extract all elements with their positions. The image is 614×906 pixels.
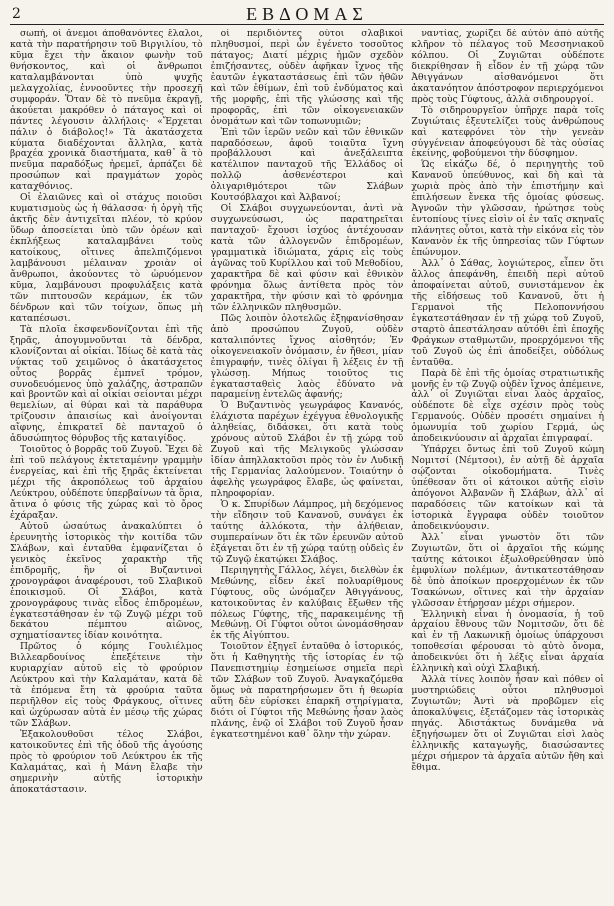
article-paragraph: σωπή, οἱ ἄνεμοι ἀποθανόντες ἔλαλοι, κατὰ τὴν παρατήρησιν τοῦ Βιργιλίου, τὸ κῦμα ἔχει τὴν ἄκαιον φωνὴν τοῦ θνήσκοντος, καὶ οἱ ἄνθρωποι καταλαμβάνονται ὑπὸ ψυχῆς μελαγχολίας, ἐννοοῦντες τὴν προσεχῆ συμφοράν. Ὅταν δὲ τὸ πνεῦμα ἐκραγῇ, ἀκούεται μακρόθεν ὁ πάταγος καὶ οἱ πάντες λέγουσιν ἀλλήλοις· «Ἔρχεται πάλιν ὁ διάβολος!» Τὰ ἀκατάσχετα κύματα διαδέχονται ἄλληλα, κατὰ βραχέα χρονικὰ διαστήματα, καθ᾽ ἃ τὸ πνεῦμα παραδόξως ἠρεμεῖ, ἀρπάζει δὲ προσώπων καὶ πραγμάτων χορὸς καταχθόνιος. (10, 29, 203, 193)
page-header (10, 4, 604, 25)
column-2 (211, 29, 404, 901)
article-paragraph: Πρῶτος ὁ κόμης Γουλιέλμος Βιλλεαρδουίνος ἐπεξέτεινε τὴν κυριαρχίαν αὐτοῦ εἰς τὸ φρούριον Λεύκτρου καὶ τὴν Καλαμάταν, κατὰ δὲ τὰ ἐπόμενα ἔτη τὰ φρούρια ταῦτα περιῆλθον εἰς τοὺς Φράγκους, οἵτινες καὶ ὠχύρωσαν αὐτὰ ἐν μέσῳ τῆς χώρας τῶν Σλάβων. (10, 641, 203, 730)
article-paragraph: Τοιοῦτον ἐξηγεῖ ἐνταῦθα ὁ ἱστορικός, ὅτι ἡ Καθηγητὴς τῆς ἱστορίας ἐν τῷ Πανεπιστημίῳ ἐσημείωσε σημεῖα περὶ τῶν Σλάβων τοῦ Ζυγοῦ. Ἀναγκαζόμεθα ὅμως νὰ παρατηρήσωμεν ὅτι ἡ θεωρία αὕτη δὲν εὑρίσκει ἐπαρκῆ στηρίγματα, διότι οἱ Γύφτοι τῆς Μεθώνης ἦσαν λαὸς πλάνης, ἐνῷ οἱ Σλάβοι τοῦ Ζυγοῦ ἦσαν ἐγκατεστημένοι καθ᾽ ὅλην τὴν χώραν. (210, 641, 404, 740)
text-columns (10, 29, 604, 901)
column-1 (10, 29, 203, 901)
article-paragraph: Περιηγητὴς Γάλλος, λέγει, διελθὼν ἐκ Μεθώνης, εἶδεν ἐκεῖ πολυαρίθμους Γύφτους, οὓς ὠνόμαζεν Ἀθιγγάνους, κατοικοῦντας ἐν καλύβαις ἔξωθεν τῆς πόλεως Γύφτης, τῆς παρακειμένης τῇ Μεθώνῃ. Οἱ Γύφτοι οὗτοι ὠνομάσθησαν ἐκ τῆς Αἰγύπτου. (210, 564, 404, 642)
article-paragraph: Ὡς εἰκάζω δέ, ὁ περιηγητὴς τοῦ Κανανοῦ ὑπεύθυνος, καὶ δὴ καὶ τὰ χωριὰ πρὸς ἀπὸ τὴν ἐπιστήμην καὶ ἐπιλήσεων ἔνεκα τῆς ὁμοίας φύσεως. Ἀγνοῶν τὴν γλῶσσαν, ἠρώτησε τοὺς ἐντοπίους τίνες εἰσὶν οἱ ἐν ταῖς σκηναῖς πλάνητες οὗτοι, κατὰ τὴν εἰκόνα εἰς τὸν Κανανὸν ἐκ τῆς ὑπηρεσίας τῶν Γύφτων ἐπώνυμον. (411, 159, 604, 259)
article-paragraph: Οἱ ἐλαιῶνες καὶ οἱ στάχυς ποιοῦσι κυματισμοὺς ὡς ἡ θάλασσα· ἡ ὀργὴ τῆς ἀκτῆς δὲν ἀντιχεῖται πλέον, τὸ κρύον ὕδωρ ἀποσείεται ὑπὸ τῶν ὁρέων καὶ ἐκπλήξεως καταλαμβάνει τοὺς κατοίκους, οἵτινες ἀπελπιζόμενοι λαμβάνουσι μέλαιναν χροιὰν οἱ ἄνθρωποι, ἀκούοντες τὸ ὠρυόμενον κῦμα, λαμβάνουσι προφυλάξεις κατὰ τῶν πιπτουσῶν κεράμων, ἐκ τῶν δένδρων καὶ τῶν τοίχων, ὅπως μὴ καταπέσωσι. (10, 192, 203, 324)
article-paragraph: Ὁ κ. Σπυρίδων Λάμπρος, μὴ δεχόμενος τὴν εἴδησιν τοῦ Κανανοῦ, συνάγει ἐκ ταύτης ἀλλόκοτα, τὴν ἀλήθειαν, συμπεραίνων ὅτι ἐκ τῶν ἐρευνῶν αὐτοῦ ἐξάγεται ὅτι ἐν τῇ χώρᾳ ταύτῃ οὐδεὶς ἐν τῷ Ζυγῷ ἐκατῴκει Σλάβος. (210, 498, 404, 565)
article-paragraph: Ἐπὶ τῶν ἱερῶν νεῶν καὶ τῶν ἐθνικῶν παραδόσεων, ἀφοῦ τοιαῦτα ἴχνη προβάλλουσι καὶ ἀνεξάλειπτα κατέλιπον πανταχοῦ τῆς Ἑλλάδος οἱ πολλῷ ἀσθενέστεροι καὶ ὀλιγαριθμότεροι τῶν Σλάβων Κουτσόβλαχοι καὶ Ἀλβανοί; (210, 126, 404, 204)
article-paragraph: Ὁ Βυζαντινὸς γεωγράφος Κανανός, ἐλάχιστα παρέχων ἐχέγγυα ἐθνολογικῆς ἀληθείας, διδάσκει, ὅτι κατὰ τοὺς χρόνους αὐτοῦ Σλάβοι ἐν τῇ χώρᾳ τοῦ Ζυγοῦ καὶ τῆς Μελιγκοῦς γλώσσαν ἰδίαν ἀπηλλακτοῦσι πρὸς τὸν ἐν Λυδικῇ τῆς Γερμανίας λαλούμενον. Τοιαύτην ὁ ἀφελὴς γεωγράφος ἔλαβε, ὡς φαίνεται, πληροφορίαν. (210, 400, 404, 500)
masthead-title: ΕΒΔΟΜΑΣ (246, 3, 368, 24)
article-paragraph: Οἱ Σλάβοι συγχωνεύονται, ἀντὶ νὰ συγχωνεύσωσι, ὡς παρατηρεῖται πανταχοῦ· ἔχουσι ἰσχύος ἀντέχουσαν κατὰ τῶν ἀλλογενῶν ἐπιδρομέων, γραμματικὰ ἰδιώματα, χάρις εἰς τοὺς ἀγῶνας τοῦ Κυρίλλου καὶ τοῦ Μεθοδίου, χαρακτῆρα δὲ καὶ φύσιν καὶ ἐθνικὸν φρόνημα ὅλως ἀντίθετα πρὸς τὸν χαρακτῆρα, τὴν φύσιν καὶ τὸ φρόνημα τῶν ἑλληνικῶν πληθυσμῶν. (210, 203, 404, 313)
article-paragraph: Ἑλληνικὴ εἶναι ἡ ὀνομασία, ἡ τοῦ ἀρχαίου ἔθνους τῶν Νομιτσῶν, ὅτι δὲ καὶ ἐν τῇ Λακωνικῇ ὁμοίως ὑπάρχουσι τοποθεσίαι φέρουσαι τὸ αὐτὸ ὄνομα, ἀποδεικνύει ὅτι ἡ λέξις εἶναι ἀρχαία ἑλληνικὴ καὶ οὐχὶ Σλαβική. (411, 608, 604, 675)
article-paragraph: οἱ περιδιόντες οὗτοι σλαβικοὶ πληθυσμοί, περὶ ὧν ἐγένετο τοσοῦτος πάταγος; Διατί μέχρις ἡμῶν σχεδὸν ἐπιζήσαντες, οὐδὲν ἀφῆκαν ἴχνος τῆς ἑαυτῶν ἐγκαταστάσεως ἐπὶ τῶν ἠθῶν καὶ τῶν ἐθίμων, ἐπὶ τοῦ ἐνδύματος καὶ τῆς μορφῆς, ἐπὶ τῆς γλώσσης καὶ τῆς προφορᾶς, ἐπὶ τῶν οἰκογενειακῶν ὀνομάτων καὶ τῶν τοπωνυμιῶν; (210, 29, 404, 127)
article-paragraph: Ὑπάρχει ὄντως ἐπὶ τοῦ Ζυγοῦ κώμη Νομιτσί (Νέμτσοι), ἐν αὐτῇ δὲ ἀρχαῖα σῴζονται οἰκοδομήματα. Τινὲς ὑπέθεσαν ὅτι οἱ κάτοικοι αὐτῆς εἰσὶν ἀπόγονοι Ἀλβανῶν ἢ Σλάβων, ἀλλ᾽ αἱ παραδόσεις τῶν κατοίκων καὶ τὰ ἱστορικὰ ἔγγραφα οὐδὲν τοιοῦτον ἀποδεικνύουσιν. (411, 444, 604, 532)
article-paragraph: Ἐξακολουθοῦσι τέλος Σλάβοι, κατοικοῦντες ἐπὶ τῆς ὁδοῦ τῆς ἀγούσης πρὸς τὸ φρούριον τοῦ Λεύκτρου ἐκ τῆς Καλαμάτας, καὶ ἡ Μάνη ἔλαβε τὴν σημερινὴν αὐτῆς ἱστορικὴν ἀποκατάστασιν. (10, 729, 203, 795)
page-number: 2 (12, 6, 21, 22)
column-3 (411, 29, 604, 901)
article-paragraph: Τοιοῦτος ὁ βορρᾶς τοῦ Ζυγοῦ. Ἔχει δὲ ἐπὶ τοῦ πελάγους ἐκτεταμένην γραμμὴν ἐνεργείας, καὶ ἐπὶ τῆς ξηρᾶς ἐκτείνεται μέχρι τῆς ἀκροπόλεως τοῦ ἀρχαίου Λεύκτρου, οὐδέποτε ὑπερβαίνων τὰ ὅρια, ἄτινα ὁ φύσις τῆς χώρας καὶ τὸ ὄρος ἐχάραξαν. (10, 444, 203, 521)
article-paragraph: Πῶς λοιπὸν ὁλοτελῶς ἐξηφανίσθησαν ἀπὸ προσώπου Ζυγοῦ, οὐδὲν καταλιπόντες ἴχνος αἰσθητόν; Ἐν οἰκογενειακοῖν ὀνόμασιν, ἐν ἤθεσι, μίαν ἐπιγραφήν, τινὲς ὀλίγαι ἢ λέξεις ἐν τῇ γλώσσῃ. Μήπως τοιοῦτος τις ἐγκατασταθεὶς λαὸς ἐδύνατο νὰ παραμείνῃ ἐντελῶς ἀφανής; (210, 312, 404, 401)
article-paragraph: Τὰ πλοῖα ἐκσφενδονίζονται ἐπὶ τῆς ξηρᾶς, ἀπογυμνοῦνται τὰ δένδρα, κλονίζονται αἱ οἰκίαι. Ἰδίως δὲ κατὰ τὰς νύκτας τοῦ χειμῶνος ὁ ἀκατάσχετος οὗτος βορρᾶς ἐμπνεῖ τρόμον, συνοδευόμενος ὑπὸ χαλάζης, ἀστραπῶν καὶ βροντῶν καὶ αἱ οἰκίαι σείονται μέχρι θεμελίων, αἱ θύραι καὶ τὰ παράθυρα τρίζουσιν ἀπαισίως καὶ ἀνοίγονται αἴφνης, ἐπικρατεῖ δὲ πανταχοῦ ὁ ἀδυσώπητος θόρυβος τῆς καταιγίδος. (10, 323, 203, 445)
article-paragraph: Αὐτοῦ ὡσαύτως ἀνακαλύπτει ὁ ἐρευνητὴς ἱστορικὸς τὴν κοιτίδα τῶν Σλάβων, καὶ ἐνταῦθα ἐμφανίζεται ὁ γενικὸς ἐκεῖνος χαρακτὴρ τῆς ἐπιδρομῆς, ἣν οἱ Βυζαντινοὶ χρονογράφοι ἀναφέρουσι, τοῦ Σλαβικοῦ ἐποικισμοῦ. Οἱ Σλάβοι, κατὰ χρονογράφους τινὰς εἶδος ἐπιδρομέων, ἐγκατεστάθησαν ἐν τῷ Ζυγῷ μέχρι τοῦ δεκάτου πέμπτου αἰῶνος, σχηματίσαντες ἰδίαν κοινότητα. (10, 520, 203, 642)
article-paragraph: Ἀλλ᾽ εἶναι γνωστὸν ὅτι τῶν Ζυγιωτῶν, ὅτι οἱ ἀρχαῖοι τῆς κώμης ταύτης κάτοικοι ἐξωλοθρεύθησαν ὑπὸ ἐμφυλίων πολέμων, ἀντικατεστάθησαν δὲ ὑπὸ ἀποίκων προερχομένων ἐκ τῶν Τσακώνων, οἵτινες καὶ τὴν ἀρχαίαν γλῶσσαν ἐτήρησαν μέχρι σήμερον. (411, 531, 604, 609)
article-paragraph: Παρὰ δὲ ἐπὶ τῆς ὁμοίας στρατιωτικῆς μονῆς ἐν τῷ Ζυγῷ οὐδὲν ἴχνος ἀπέμεινε, ἀλλ᾽ οἱ Ζυγιῶται εἶναι λαὸς ἀρχαῖος, οὐδέποτε δὲ εἶχε σχέσιν πρὸς τοὺς Γερμανούς. Οὐδὲν προσέτι σημαίνει ἡ ὁμωνυμία τοῦ χωρίου Γερμά, ὡς ἀποδεικνύουσιν αἱ ἀρχαῖαι ἐπιγραφαί. (411, 367, 604, 445)
article-paragraph: Τὸ σιδηρουργεῖον ὑπῆρχε παρὰ τοῖς Ζυγιώταις ἐξευτελίζει τοὺς ἀνθρώπους καὶ κατεφρόνει τὸν τὴν γενεὰν σύγγένειαν ἀποφεύγουσι δὲ τὰς οὐσίας ἐκείνης, φοβούμενοι τὴν δύσφημον. (411, 104, 604, 160)
article-paragraph: ναντίας, χωρίζει δὲ αὐτὸν ἀπὸ αὐτῆς κλῆρον τὸ πέλαγος τοῦ Μεσσηνιακοῦ κόλπου. Οἱ Ζυγιῶται οὐδέποτε διεκρίθησαν ἢ εἶδον ἐν τῇ χώρᾳ τῶν Ἀθιγγάνων αἰσθανόμενοι ὅτι ἀκατανόητον ἀπόστροφον περιερχόμενοι πρὸς τοὺς Γύφτους, ἀλλὰ σιδηρουργοί. (411, 29, 604, 105)
article-paragraph: Ἀλλ᾽ ὁ Σάθας, λογιώτερος, εἶπεν ὅτι ἄλλος ἀπεφάνθη, ἐπειδὴ περὶ αὐτοῦ ἀποφαίνεται αὐτοῦ, συνιστάμενον ἐκ τῆς εἰδήσεως τοῦ Κανανοῦ, ὅτι ἡ Γερμανοὶ τῆς Πελοποννήσου ἐγκατεστάθησαν ἐν τῇ χώρᾳ τοῦ Ζυγοῦ, σταρτὸ ἀπεστάλησαν αὐτόθι ἐπὶ ἐποχῆς Φράγκων σταθμωτῶν, προερχόμενοι τῆς τοῦ Ζυγοῦ ὡς ἐπὶ ἀποδείξει, οὐδόλως ἐνταῦθα. (411, 258, 604, 368)
article-paragraph: Ἀλλὰ τίνες λοιπὸν ἦσαν καὶ πόθεν οἱ μυστηριώδεις οὗτοι πληθυσμοὶ Ζυγιωτῶν; Ἀντὶ νὰ προβῶμεν εἰς ἀποκαλύψεις, ἐξετάζομεν τὰς ἱστορικὰς πηγάς. Ἀδιστάκτως δυνάμεθα νὰ ἐξηγήσωμεν ὅτι οἱ Ζυγιῶται εἰσὶ λαὸς ἑλληνικῆς καταγωγῆς, διασώσαντες μέχρι σήμερον τὰ ἀρχαῖα αὐτῶν ἤθη καὶ ἔθιμα. (411, 674, 604, 773)
